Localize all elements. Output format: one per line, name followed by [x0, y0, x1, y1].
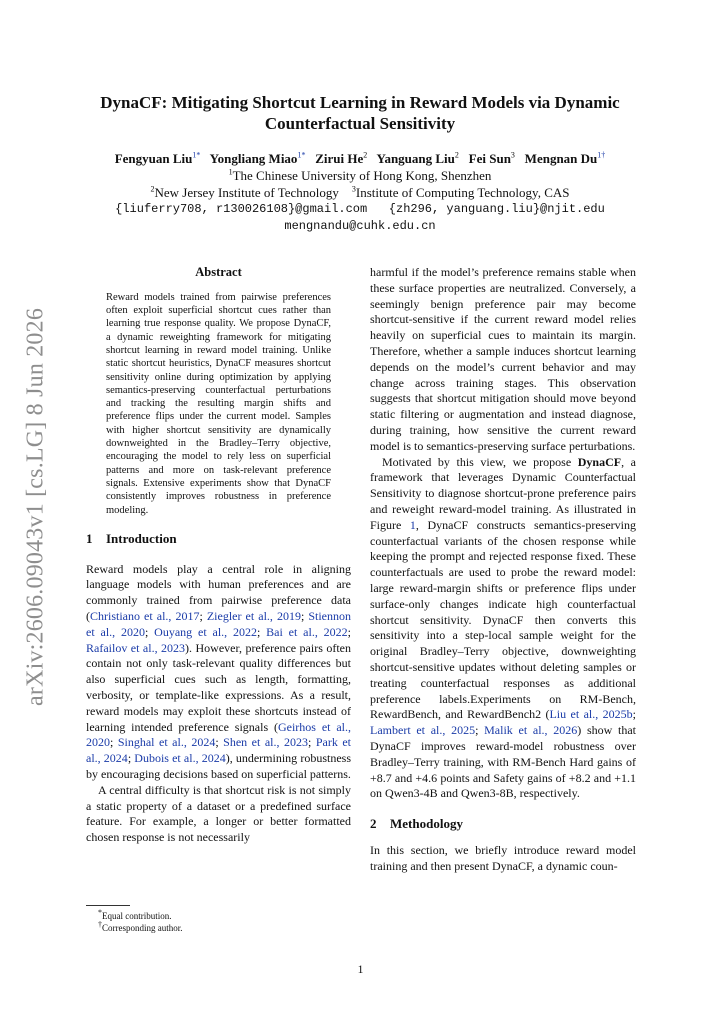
author-name: Fei Sun — [468, 151, 511, 166]
citation-link[interactable]: Christiano et al., 2017 — [90, 609, 200, 624]
method-name: DynaCF — [577, 454, 622, 469]
citation-separator: ; — [347, 624, 352, 639]
section-title: Introduction — [106, 530, 177, 546]
citation-link[interactable]: Dubois et al., 2024 — [134, 751, 226, 766]
footnote-divider — [86, 905, 130, 906]
paper-title: DynaCF: Mitigating Shortcut Learning in Reward Models via Dynamic Counterfactual Sensitivity — [100, 93, 620, 133]
author-list — [80, 150, 640, 167]
citation-link[interactable]: Stiennon et al., 2020 — [86, 609, 352, 639]
citation-link[interactable]: Park et al., 2024 — [86, 735, 351, 766]
citation-separator: ; — [308, 735, 316, 750]
footnote-mark: † — [98, 920, 102, 929]
citation-separator: ; — [475, 723, 485, 738]
email-line-1: {liuferry708, r130026108}@gmail.com {zh296, yanguang.liu}@njit.edu — [115, 202, 605, 216]
author-name: Yanguang Liu — [376, 151, 455, 166]
affiliation-name: The Chinese University of Hong Kong, Shenzhen — [232, 168, 492, 183]
author-name: Fengyuan Liu — [114, 151, 193, 166]
affiliation-name: Institute of Computing Technology, CAS — [355, 185, 570, 200]
intro-paragraph-3 — [370, 455, 636, 803]
author-affiliation-mark: 1* — [297, 150, 306, 160]
section-number: 1 — [86, 530, 93, 546]
section-heading-introduction — [86, 531, 351, 547]
affiliation-name: New Jersey Institute of Technology — [154, 185, 339, 200]
citation-separator: ; — [257, 624, 267, 639]
paragraph-text: ) show that DynaCF improves reward-model robustness over Bradley–Terry training, with RM-Bench Hard gains of +8.7 and +4.6 points and Safety gains of +8.2 and +1.1 on Qwen3-4B and Qwen3-8B, respectively. — [370, 723, 636, 801]
affiliation-line-2 — [80, 184, 640, 201]
section-heading-methodology — [370, 816, 636, 832]
email-line-2: mengnandu@cuhk.edu.cn — [284, 219, 436, 233]
citation-link[interactable]: Shen et al., 2023 — [223, 735, 308, 750]
author-affiliation-mark: 1† — [597, 150, 606, 160]
intro-paragraph-2: A central difficulty is that shortcut risk is not simply a static property of a dataset or a predefined surface feature. For example, a longer or better formatted chosen response is not necessarily — [86, 782, 351, 845]
author-name: Zirui He — [315, 151, 364, 166]
intro-paragraph-2-continued: harmful if the model’s preference remains stable when these surface properties are neutralized. Conversely, a seemingly benign preference pair may become shortcut-sensitive if the current reward model relies heavily on superficial cues to maintain its margin. Therefore, whether a sample induces shortcut learning depends on the model’s current behavior and may change across training stages. This observation suggests that shortcut mitigation should move beyond static filtering or augmentation and instead diagnose, during training, how sensitive the current reward model is to semantics-preserving surface perturbations. — [370, 265, 636, 453]
paragraph-text: Reward models play a central role in aligning language models with human preferences and are commonly trained from pairwise preference data ( — [86, 561, 351, 624]
figure-reference-link[interactable]: 1 — [409, 517, 416, 532]
citation-separator: ; — [632, 707, 636, 722]
paragraph-text: ). However, preference pairs often contain not only task-relevant quality differences but also superficial cues such as length, formatting, verbosity, or template-like expressions. As a result, reward models may exploit these shortcuts instead of learning intended preference signals ( — [86, 640, 352, 734]
citation-separator: ; — [199, 609, 207, 624]
footnote-corresponding-author — [98, 922, 183, 934]
footnote-equal-contribution — [98, 910, 183, 922]
right-column — [370, 265, 636, 874]
author-name: Mengnan Du — [524, 151, 598, 166]
author-name: Yongliang Miao — [209, 151, 298, 166]
author-affiliation-mark: 2 — [454, 150, 459, 160]
abstract-text: Reward models trained from pairwise preferences often exploit superficial shortcut cues rather than learning true response quality. We propose DynaCF, a dynamic reweighting framework for mitigating shortcut learning in reward model training. Unlike static shortcut heuristics, DynaCF measures shortcut sensitivity online during optimization by applying semantics-preserving counterfactual perturbations and tracking the resulting margin shifts and preference flips under the current model. Samples with higher shortcut sensitivity are dynamically downweighted in the Bradley–Terry objective, encouraging the model to rely less on superficial patterns and more on task-relevant preference signals. Extensive experiments show that DynaCF consistently improves robustness in preference modeling. — [106, 291, 331, 516]
citation-link[interactable]: Ziegler et al., 2019 — [206, 609, 301, 624]
affiliation-mark: 3 — [351, 184, 356, 194]
paragraph-text: , a framework that leverages Dynamic Counterfactual Sensitivity to diagnose shortcut-prone preference pairs and reweight reward-model training. As illustrated in Figure — [370, 454, 636, 532]
methodology-paragraph-1: In this section, we briefly introduce reward model training and then present DynaCF, a dynamic coun- — [370, 842, 636, 873]
author-affiliation-mark: 3 — [510, 150, 515, 160]
paragraph-text: ), undermining robustness by encouraging decisions based on superficial patterns. — [86, 751, 351, 781]
footnote-mark: * — [98, 908, 102, 917]
affiliation-mark: 1 — [228, 167, 233, 177]
intro-paragraph-1 — [86, 562, 351, 783]
abstract-heading: Abstract — [195, 265, 242, 279]
section-title: Methodology — [390, 816, 463, 832]
citation-link[interactable]: Rafailov et al., 2023 — [86, 640, 186, 655]
citation-link[interactable]: Ouyang et al., 2022 — [154, 624, 257, 639]
citation-link[interactable]: Lambert et al., 2025 — [370, 723, 476, 738]
left-column — [86, 265, 351, 846]
paper-header — [80, 92, 640, 235]
citation-separator: ; — [127, 751, 135, 766]
paragraph-text: , DynaCF constructs semantics-preserving counterfactual variants of the chosen response while keeping the prompt and rejected response fixed. These counterfactuals are used to probe the reward model: large reward-margin shifts or preference flips under surface-only changes indicate high counterfactual shortcut sensitivity. DynaCF then converts this sensitivity into a step-local sample weight for the original Bradley–Terry objective, downweighting shortcut-sensitive updates without deleting samples or treating counterfactual responses as additional preference labels.Experiments on RM-Bench, RewardBench, and RewardBench2 ( — [370, 517, 636, 722]
affiliation-mark: 2 — [150, 184, 155, 194]
citation-separator: ; — [145, 624, 155, 639]
affiliation-line-1 — [80, 167, 640, 184]
paragraph-text: Motivated by this view, we propose — [382, 454, 578, 469]
footnote-text: Equal contribution. — [102, 911, 172, 921]
citation-link[interactable]: Bai et al., 2022 — [266, 624, 348, 639]
citation-link[interactable]: Malik et al., 2026 — [484, 723, 578, 738]
citation-link[interactable]: Geirhos et al., 2020 — [86, 719, 351, 750]
footnote-text: Corresponding author. — [102, 923, 183, 933]
author-affiliation-mark: 2 — [363, 150, 368, 160]
author-affiliation-mark: 1* — [192, 150, 201, 160]
citation-separator: ; — [300, 609, 309, 624]
citation-separator: ; — [110, 735, 118, 750]
section-number: 2 — [370, 816, 377, 832]
citation-link[interactable]: Singhal et al., 2024 — [117, 735, 216, 750]
arxiv-identifier-stamp: arXiv:2606.09043v1 [cs.LG] 8 Jun 2026 — [22, 307, 49, 707]
citation-separator: ; — [215, 735, 224, 750]
page-number: 1 — [357, 962, 364, 976]
citation-link[interactable]: Liu et al., 2025b — [549, 707, 633, 722]
footnotes — [98, 910, 183, 934]
